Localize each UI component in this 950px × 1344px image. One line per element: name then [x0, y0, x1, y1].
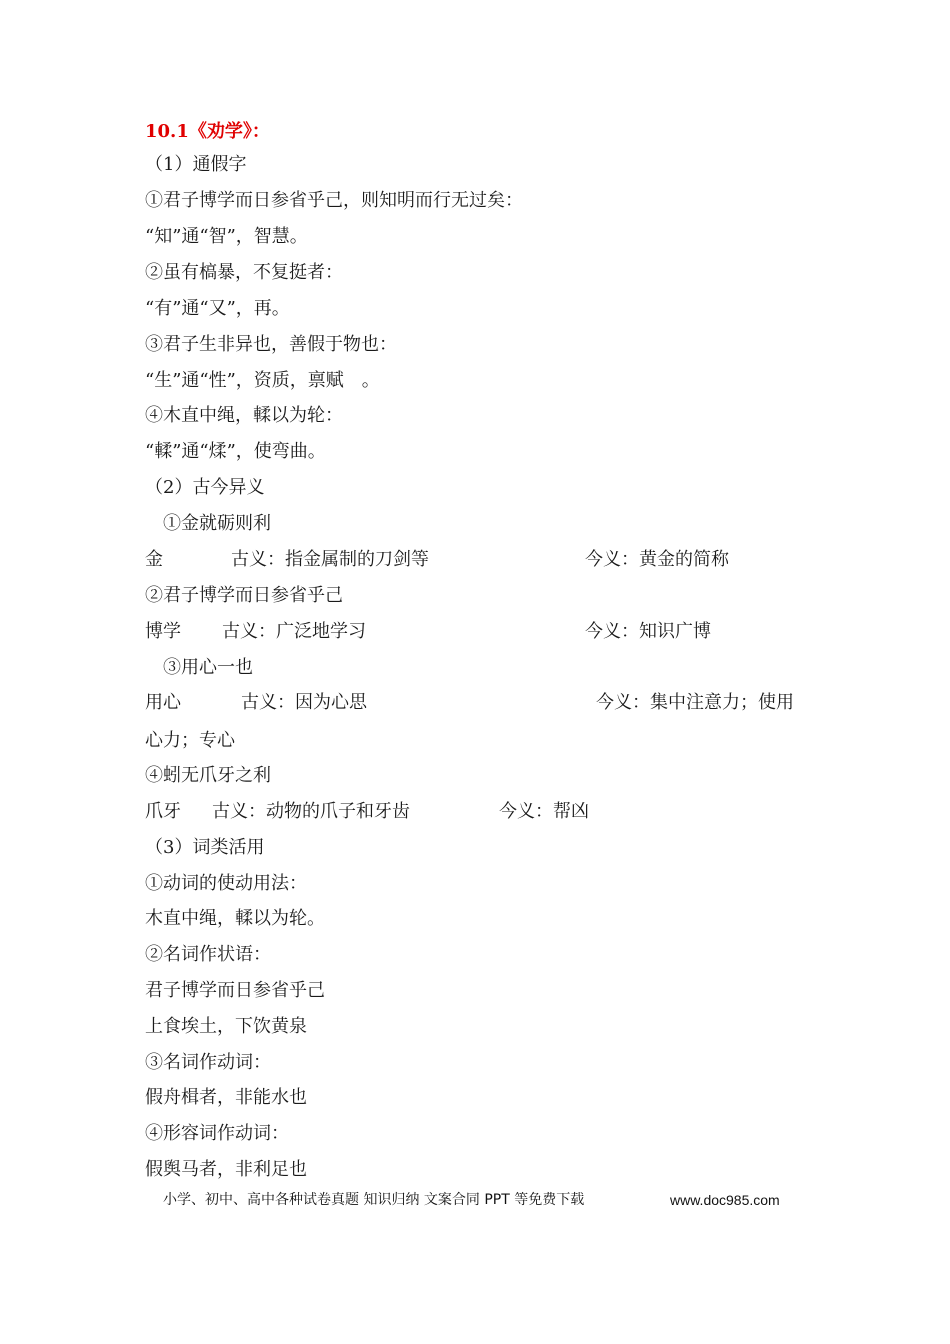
- gujin-ancient: 古义：指金属制的刀剑等: [231, 549, 429, 570]
- section-title: 10.1《劝学》：: [145, 121, 270, 142]
- gujin-word: 爪牙: [145, 801, 181, 822]
- text-line: ④木直中绳，輮以为轮：: [145, 405, 343, 426]
- text-line: “知”通“智”，智慧。: [145, 226, 308, 247]
- text-line: ①金就砺则利: [145, 513, 271, 534]
- text-line: ③用心一也: [145, 657, 253, 678]
- text-line: “有”通“又”，再。: [145, 298, 290, 319]
- text-line: ②君子博学而日参省乎己: [145, 585, 343, 606]
- text-line: ④形容词作动词：: [145, 1123, 289, 1144]
- subheading-cilei: （3）词类活用: [145, 837, 265, 858]
- gujin-ancient: 古义：因为心思: [241, 692, 367, 713]
- gujin-modern: 今义：帮凶: [499, 801, 589, 822]
- subheading-tongjiazi: （1）通假字: [145, 154, 247, 175]
- text-line: “輮”通“煣”，使弯曲。: [145, 441, 326, 462]
- gujin-modern: 今义：集中注意力；使用: [596, 692, 794, 713]
- gujin-modern: 今义：黄金的简称: [585, 549, 729, 570]
- text-line: ①君子博学而日参省乎己，则知明而行无过矣：: [145, 190, 523, 211]
- subheading-gujin: （2）古今异义: [145, 477, 265, 498]
- text-line: 木直中绳，輮以为轮。: [145, 908, 325, 929]
- text-line: ②名词作状语：: [145, 944, 271, 965]
- text-line: ④蚓无爪牙之利: [145, 765, 271, 786]
- text-line: 假舆马者，非利足也: [145, 1159, 307, 1180]
- text-line: 假舟楫者，非能水也: [145, 1087, 307, 1108]
- footer-url: www.doc985.com: [670, 1192, 780, 1208]
- gujin-word: 用心: [145, 692, 181, 713]
- gujin-word: 博学: [145, 621, 181, 642]
- text-line: “生”通“性”，资质，禀赋 。: [145, 370, 380, 391]
- gujin-ancient: 古义：广泛地学习: [222, 621, 366, 642]
- text-line: ③君子生非异也，善假于物也：: [145, 334, 397, 355]
- text-line: 上食埃土，下饮黄泉: [145, 1016, 307, 1037]
- footer-text: 小学、初中、高中各种试卷真题 知识归纳 文案合同 PPT 等免费下载: [163, 1192, 585, 1208]
- text-line: 君子博学而日参省乎己: [145, 980, 325, 1001]
- text-line: ①动词的使动用法：: [145, 873, 307, 894]
- gujin-modern: 今义：知识广博: [585, 621, 711, 642]
- text-line: ③名词作动词：: [145, 1052, 271, 1073]
- text-line: ②虽有槁暴，不复挺者：: [145, 262, 343, 283]
- gujin-ancient: 古义：动物的爪子和牙齿: [212, 801, 410, 822]
- text-line: 心力；专心: [145, 730, 235, 751]
- gujin-word: 金: [145, 549, 163, 570]
